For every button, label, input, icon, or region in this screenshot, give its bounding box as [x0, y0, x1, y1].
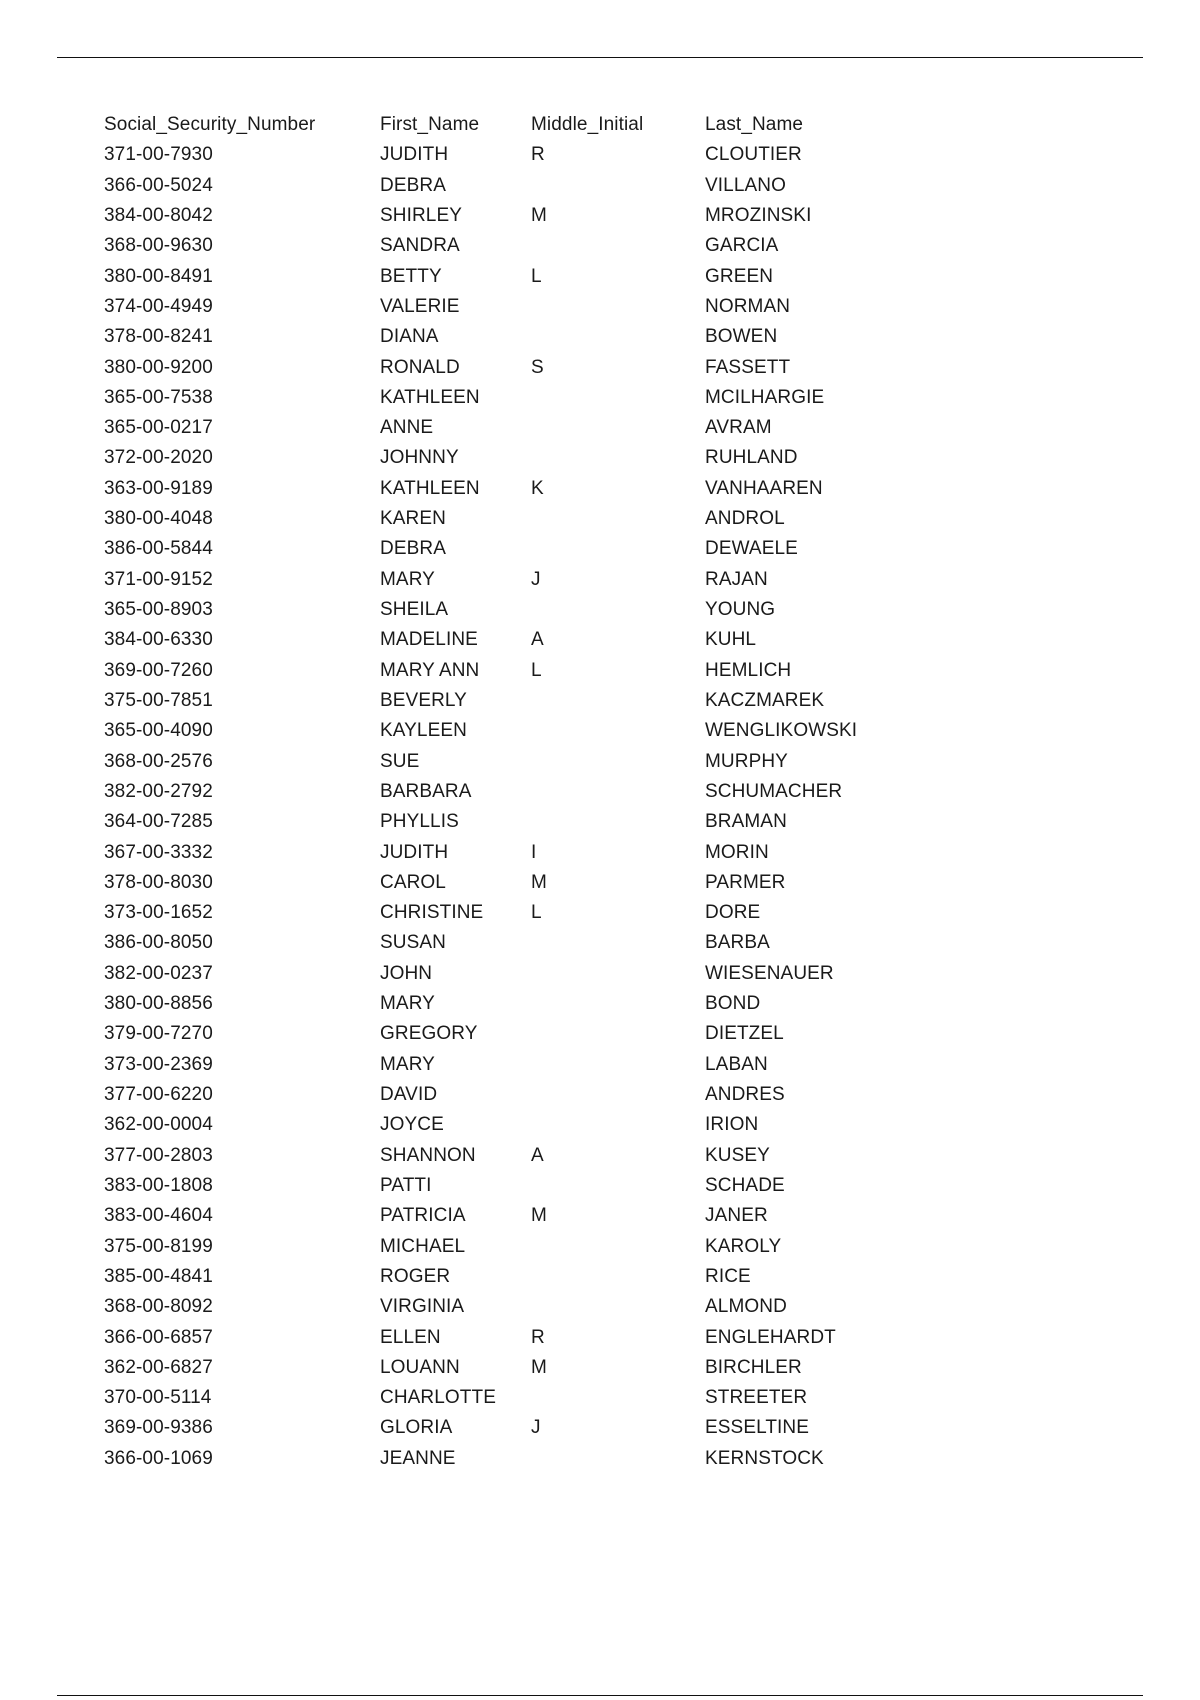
last-name-cell: NORMAN: [705, 295, 791, 317]
table-row: [104, 565, 925, 595]
table-row: [104, 1019, 925, 1049]
table-row: [104, 1292, 925, 1322]
ssn-cell: 362-00-0004: [104, 1114, 213, 1136]
first-name-cell: JUDITH: [380, 841, 449, 863]
table-row: [104, 474, 925, 504]
table-row: [104, 747, 925, 777]
middle-initial-cell: [531, 807, 705, 837]
middle-initial-cell: [531, 686, 705, 716]
ssn-cell: 383-00-4604: [104, 1205, 213, 1227]
table-row: [104, 1201, 925, 1231]
last-name-cell: MORIN: [705, 841, 769, 863]
last-name-cell: STREETER: [705, 1387, 808, 1409]
ssn-cell: 373-00-2369: [104, 1053, 213, 1075]
last-name-cell: SCHUMACHER: [705, 780, 843, 802]
ssn-cell: 378-00-8030: [104, 871, 213, 893]
last-name-cell: KUSEY: [705, 1144, 770, 1166]
table-row: [104, 838, 925, 868]
middle-initial-cell: S: [531, 356, 544, 378]
middle-initial-cell: [531, 747, 705, 777]
middle-initial-cell: J: [531, 1417, 541, 1439]
first-name-cell: MADELINE: [380, 629, 478, 651]
ssn-cell: 366-00-5024: [104, 174, 213, 196]
first-name-cell: JOYCE: [380, 1114, 444, 1136]
first-name-cell: SUE: [380, 750, 420, 772]
middle-initial-cell: [531, 777, 705, 807]
last-name-cell: WIESENAUER: [705, 962, 834, 984]
middle-initial-cell: [531, 928, 705, 958]
middle-initial-cell: [531, 1171, 705, 1201]
middle-initial-cell: M: [531, 204, 547, 226]
last-name-cell: RAJAN: [705, 568, 768, 590]
ssn-cell: 380-00-4048: [104, 508, 213, 530]
table-row: [104, 868, 925, 898]
last-name-cell: ANDROL: [705, 508, 785, 530]
table-row: [104, 1262, 925, 1292]
first-name-cell: BETTY: [380, 265, 442, 287]
middle-initial-cell: [531, 1444, 705, 1474]
first-name-cell: JEANNE: [380, 1447, 456, 1469]
middle-initial-cell: [531, 989, 705, 1019]
middle-initial-cell: [531, 171, 705, 201]
last-name-cell: JANER: [705, 1205, 768, 1227]
header-first-name: First_Name: [380, 114, 480, 135]
ssn-cell: 364-00-7285: [104, 811, 213, 833]
first-name-cell: SANDRA: [380, 235, 460, 257]
last-name-cell: DEWAELE: [705, 538, 798, 560]
table-row: [104, 1323, 925, 1353]
last-name-cell: BOWEN: [705, 326, 778, 348]
header-social-security-number: Social_Security_Number: [104, 114, 316, 135]
ssn-cell: 380-00-8856: [104, 993, 213, 1015]
first-name-cell: ANNE: [380, 417, 434, 439]
first-name-cell: MARY ANN: [380, 659, 480, 681]
first-name-cell: SUSAN: [380, 932, 446, 954]
last-name-cell: YOUNG: [705, 599, 776, 620]
last-name-cell: VILLANO: [705, 174, 786, 196]
ssn-cell: 375-00-8199: [104, 1235, 213, 1257]
middle-initial-cell: [531, 716, 705, 746]
ssn-cell: 366-00-6857: [104, 1326, 213, 1348]
last-name-cell: BRAMAN: [705, 811, 787, 833]
middle-initial-cell: M: [531, 1205, 547, 1227]
first-name-cell: VIRGINIA: [380, 1296, 465, 1318]
table-row: [104, 322, 925, 352]
first-name-cell: ELLEN: [380, 1326, 441, 1348]
first-name-cell: KAYLEEN: [380, 720, 467, 742]
first-name-cell: JOHN: [380, 962, 433, 984]
last-name-cell: FASSETT: [705, 356, 791, 378]
first-name-cell: MARY: [380, 1053, 435, 1075]
table-row: [104, 504, 925, 534]
middle-initial-cell: K: [531, 477, 544, 499]
ssn-cell: 385-00-4841: [104, 1265, 213, 1287]
middle-initial-cell: [531, 504, 705, 534]
first-name-cell: DEBRA: [380, 174, 446, 196]
middle-initial-cell: M: [531, 871, 547, 893]
table-row: [104, 1353, 925, 1383]
first-name-cell: JUDITH: [380, 144, 449, 166]
first-name-cell: SHANNON: [380, 1144, 476, 1166]
middle-initial-cell: M: [531, 1356, 547, 1378]
first-name-cell: DAVID: [380, 1084, 438, 1105]
middle-initial-cell: [531, 443, 705, 473]
first-name-cell: GREGORY: [380, 1023, 478, 1045]
middle-initial-cell: [531, 322, 705, 352]
table-row: [104, 777, 925, 807]
ssn-cell: 365-00-7538: [104, 386, 213, 408]
middle-initial-cell: [531, 231, 705, 261]
table-row: [104, 171, 925, 201]
table-header-row: [104, 110, 925, 140]
table-row: [104, 262, 925, 292]
table-row: [104, 231, 925, 261]
table-row: [104, 686, 925, 716]
first-name-cell: PATRICIA: [380, 1205, 466, 1227]
table-body: [104, 140, 925, 1474]
ssn-cell: 365-00-4090: [104, 720, 213, 742]
first-name-cell: CHARLOTTE: [380, 1387, 496, 1409]
last-name-cell: AVRAM: [705, 417, 772, 439]
last-name-cell: GREEN: [705, 265, 774, 287]
data-table: [104, 110, 925, 1474]
ssn-cell: 373-00-1652: [104, 902, 213, 924]
ssn-cell: 377-00-6220: [104, 1084, 213, 1105]
table-row: [104, 140, 925, 170]
table-row: [104, 1171, 925, 1201]
first-name-cell: CAROL: [380, 871, 446, 893]
last-name-cell: IRION: [705, 1114, 759, 1136]
middle-initial-cell: [531, 595, 705, 625]
table-row: [104, 1110, 925, 1140]
last-name-cell: PARMER: [705, 871, 786, 893]
bottom-rule: [57, 1695, 1143, 1696]
first-name-cell: PATTI: [380, 1174, 432, 1196]
table-row: [104, 989, 925, 1019]
table-row: [104, 898, 925, 928]
table-row: [104, 1383, 925, 1413]
last-name-cell: ALMOND: [705, 1296, 787, 1318]
middle-initial-cell: L: [531, 902, 542, 924]
first-name-cell: SHIRLEY: [380, 204, 463, 226]
ssn-cell: 374-00-4949: [104, 295, 213, 317]
middle-initial-cell: L: [531, 265, 542, 287]
middle-initial-cell: [531, 1050, 705, 1080]
last-name-cell: MCILHARGIE: [705, 386, 825, 408]
last-name-cell: KACZMAREK: [705, 689, 825, 711]
middle-initial-cell: [531, 1383, 705, 1413]
first-name-cell: MARY: [380, 568, 435, 590]
first-name-cell: JOHNNY: [380, 447, 459, 469]
middle-initial-cell: [531, 1262, 705, 1292]
first-name-cell: PHYLLIS: [380, 811, 459, 833]
ssn-cell: 368-00-8092: [104, 1296, 213, 1318]
ssn-cell: 369-00-9386: [104, 1417, 213, 1439]
middle-initial-cell: [531, 959, 705, 989]
table-row: [104, 625, 925, 655]
last-name-cell: RICE: [705, 1265, 751, 1287]
middle-initial-cell: I: [531, 841, 537, 863]
ssn-cell: 365-00-0217: [104, 417, 213, 439]
first-name-cell: MARY: [380, 993, 435, 1015]
middle-initial-cell: [531, 1080, 705, 1110]
ssn-cell: 372-00-2020: [104, 447, 213, 469]
last-name-cell: ENGLEHARDT: [705, 1326, 836, 1348]
first-name-cell: RONALD: [380, 356, 460, 378]
last-name-cell: BIRCHLER: [705, 1356, 802, 1378]
table-row: [104, 595, 925, 625]
ssn-cell: 382-00-2792: [104, 780, 213, 802]
first-name-cell: GLORIA: [380, 1417, 453, 1439]
middle-initial-cell: A: [531, 1144, 544, 1166]
ssn-cell: 375-00-7851: [104, 689, 213, 711]
ssn-cell: 362-00-6827: [104, 1356, 213, 1378]
ssn-cell: 369-00-7260: [104, 659, 213, 681]
table-row: [104, 807, 925, 837]
table-row: [104, 201, 925, 231]
last-name-cell: SCHADE: [705, 1174, 785, 1196]
middle-initial-cell: A: [531, 629, 544, 651]
ssn-cell: 384-00-6330: [104, 629, 213, 651]
table-row: [104, 1413, 925, 1443]
middle-initial-cell: [531, 534, 705, 564]
table-row: [104, 383, 925, 413]
first-name-cell: BARBARA: [380, 780, 472, 802]
last-name-cell: ESSELTINE: [705, 1417, 810, 1439]
table-row: [104, 928, 925, 958]
ssn-cell: 363-00-9189: [104, 477, 213, 499]
last-name-cell: GARCIA: [705, 235, 779, 257]
header-middle-initial: Middle_Initial: [531, 114, 644, 135]
top-rule: [57, 57, 1143, 58]
first-name-cell: VALERIE: [380, 295, 460, 317]
middle-initial-cell: R: [531, 1326, 545, 1348]
last-name-cell: MROZINSKI: [705, 204, 812, 226]
table-row: [104, 656, 925, 686]
table-row: [104, 534, 925, 564]
last-name-cell: KUHL: [705, 629, 757, 651]
table-row: [104, 292, 925, 322]
last-name-cell: RUHLAND: [705, 447, 798, 469]
middle-initial-cell: [531, 413, 705, 443]
ssn-cell: 365-00-8903: [104, 599, 213, 620]
last-name-cell: WENGLIKOWSKI: [705, 720, 858, 742]
first-name-cell: LOUANN: [380, 1356, 460, 1378]
ssn-cell: 384-00-8042: [104, 204, 213, 226]
table-row: [104, 1141, 925, 1171]
ssn-cell: 383-00-1808: [104, 1174, 213, 1196]
first-name-cell: DEBRA: [380, 538, 446, 560]
table-row: [104, 1050, 925, 1080]
ssn-cell: 386-00-5844: [104, 538, 213, 560]
ssn-cell: 379-00-7270: [104, 1023, 213, 1045]
table-row: [104, 353, 925, 383]
last-name-cell: KAROLY: [705, 1235, 782, 1257]
ssn-cell: 371-00-7930: [104, 144, 213, 166]
last-name-cell: BARBA: [705, 932, 770, 954]
last-name-cell: CLOUTIER: [705, 144, 802, 166]
last-name-cell: ANDRES: [705, 1084, 785, 1105]
ssn-cell: 370-00-5114: [104, 1387, 212, 1409]
ssn-cell: 367-00-3332: [104, 841, 213, 863]
middle-initial-cell: [531, 1232, 705, 1262]
first-name-cell: ROGER: [380, 1265, 451, 1287]
last-name-cell: BOND: [705, 993, 761, 1015]
ssn-cell: 366-00-1069: [104, 1447, 213, 1469]
ssn-cell: 368-00-9630: [104, 235, 213, 257]
middle-initial-cell: J: [531, 568, 541, 590]
table-row: [104, 1080, 925, 1110]
table-row: [104, 443, 925, 473]
header-last-name: Last_Name: [705, 114, 804, 135]
last-name-cell: DIETZEL: [705, 1023, 784, 1045]
table-row: [104, 1232, 925, 1262]
middle-initial-cell: [531, 1019, 705, 1049]
ssn-cell: 371-00-9152: [104, 568, 213, 590]
first-name-cell: KATHLEEN: [380, 477, 480, 499]
middle-initial-cell: L: [531, 659, 542, 681]
last-name-cell: VANHAAREN: [705, 477, 823, 499]
ssn-cell: 386-00-8050: [104, 932, 213, 954]
first-name-cell: KATHLEEN: [380, 386, 480, 408]
table-row: [104, 413, 925, 443]
table-row: [104, 1444, 925, 1474]
last-name-cell: DORE: [705, 902, 761, 924]
middle-initial-cell: [531, 1292, 705, 1322]
first-name-cell: SHEILA: [380, 599, 449, 620]
first-name-cell: DIANA: [380, 326, 439, 348]
last-name-cell: MURPHY: [705, 750, 788, 772]
table-row: [104, 716, 925, 746]
ssn-cell: 377-00-2803: [104, 1144, 213, 1166]
table-row: [104, 959, 925, 989]
middle-initial-cell: [531, 383, 705, 413]
first-name-cell: MICHAEL: [380, 1235, 466, 1257]
first-name-cell: KAREN: [380, 508, 446, 530]
first-name-cell: CHRISTINE: [380, 902, 484, 924]
last-name-cell: KERNSTOCK: [705, 1447, 824, 1469]
first-name-cell: BEVERLY: [380, 689, 467, 711]
last-name-cell: LABAN: [705, 1053, 768, 1075]
middle-initial-cell: [531, 292, 705, 322]
ssn-cell: 382-00-0237: [104, 962, 213, 984]
middle-initial-cell: R: [531, 144, 545, 166]
ssn-cell: 368-00-2576: [104, 750, 213, 772]
last-name-cell: HEMLICH: [705, 659, 792, 681]
ssn-cell: 380-00-9200: [104, 356, 213, 378]
ssn-cell: 380-00-8491: [104, 265, 213, 287]
ssn-cell: 378-00-8241: [104, 326, 213, 348]
middle-initial-cell: [531, 1110, 705, 1140]
